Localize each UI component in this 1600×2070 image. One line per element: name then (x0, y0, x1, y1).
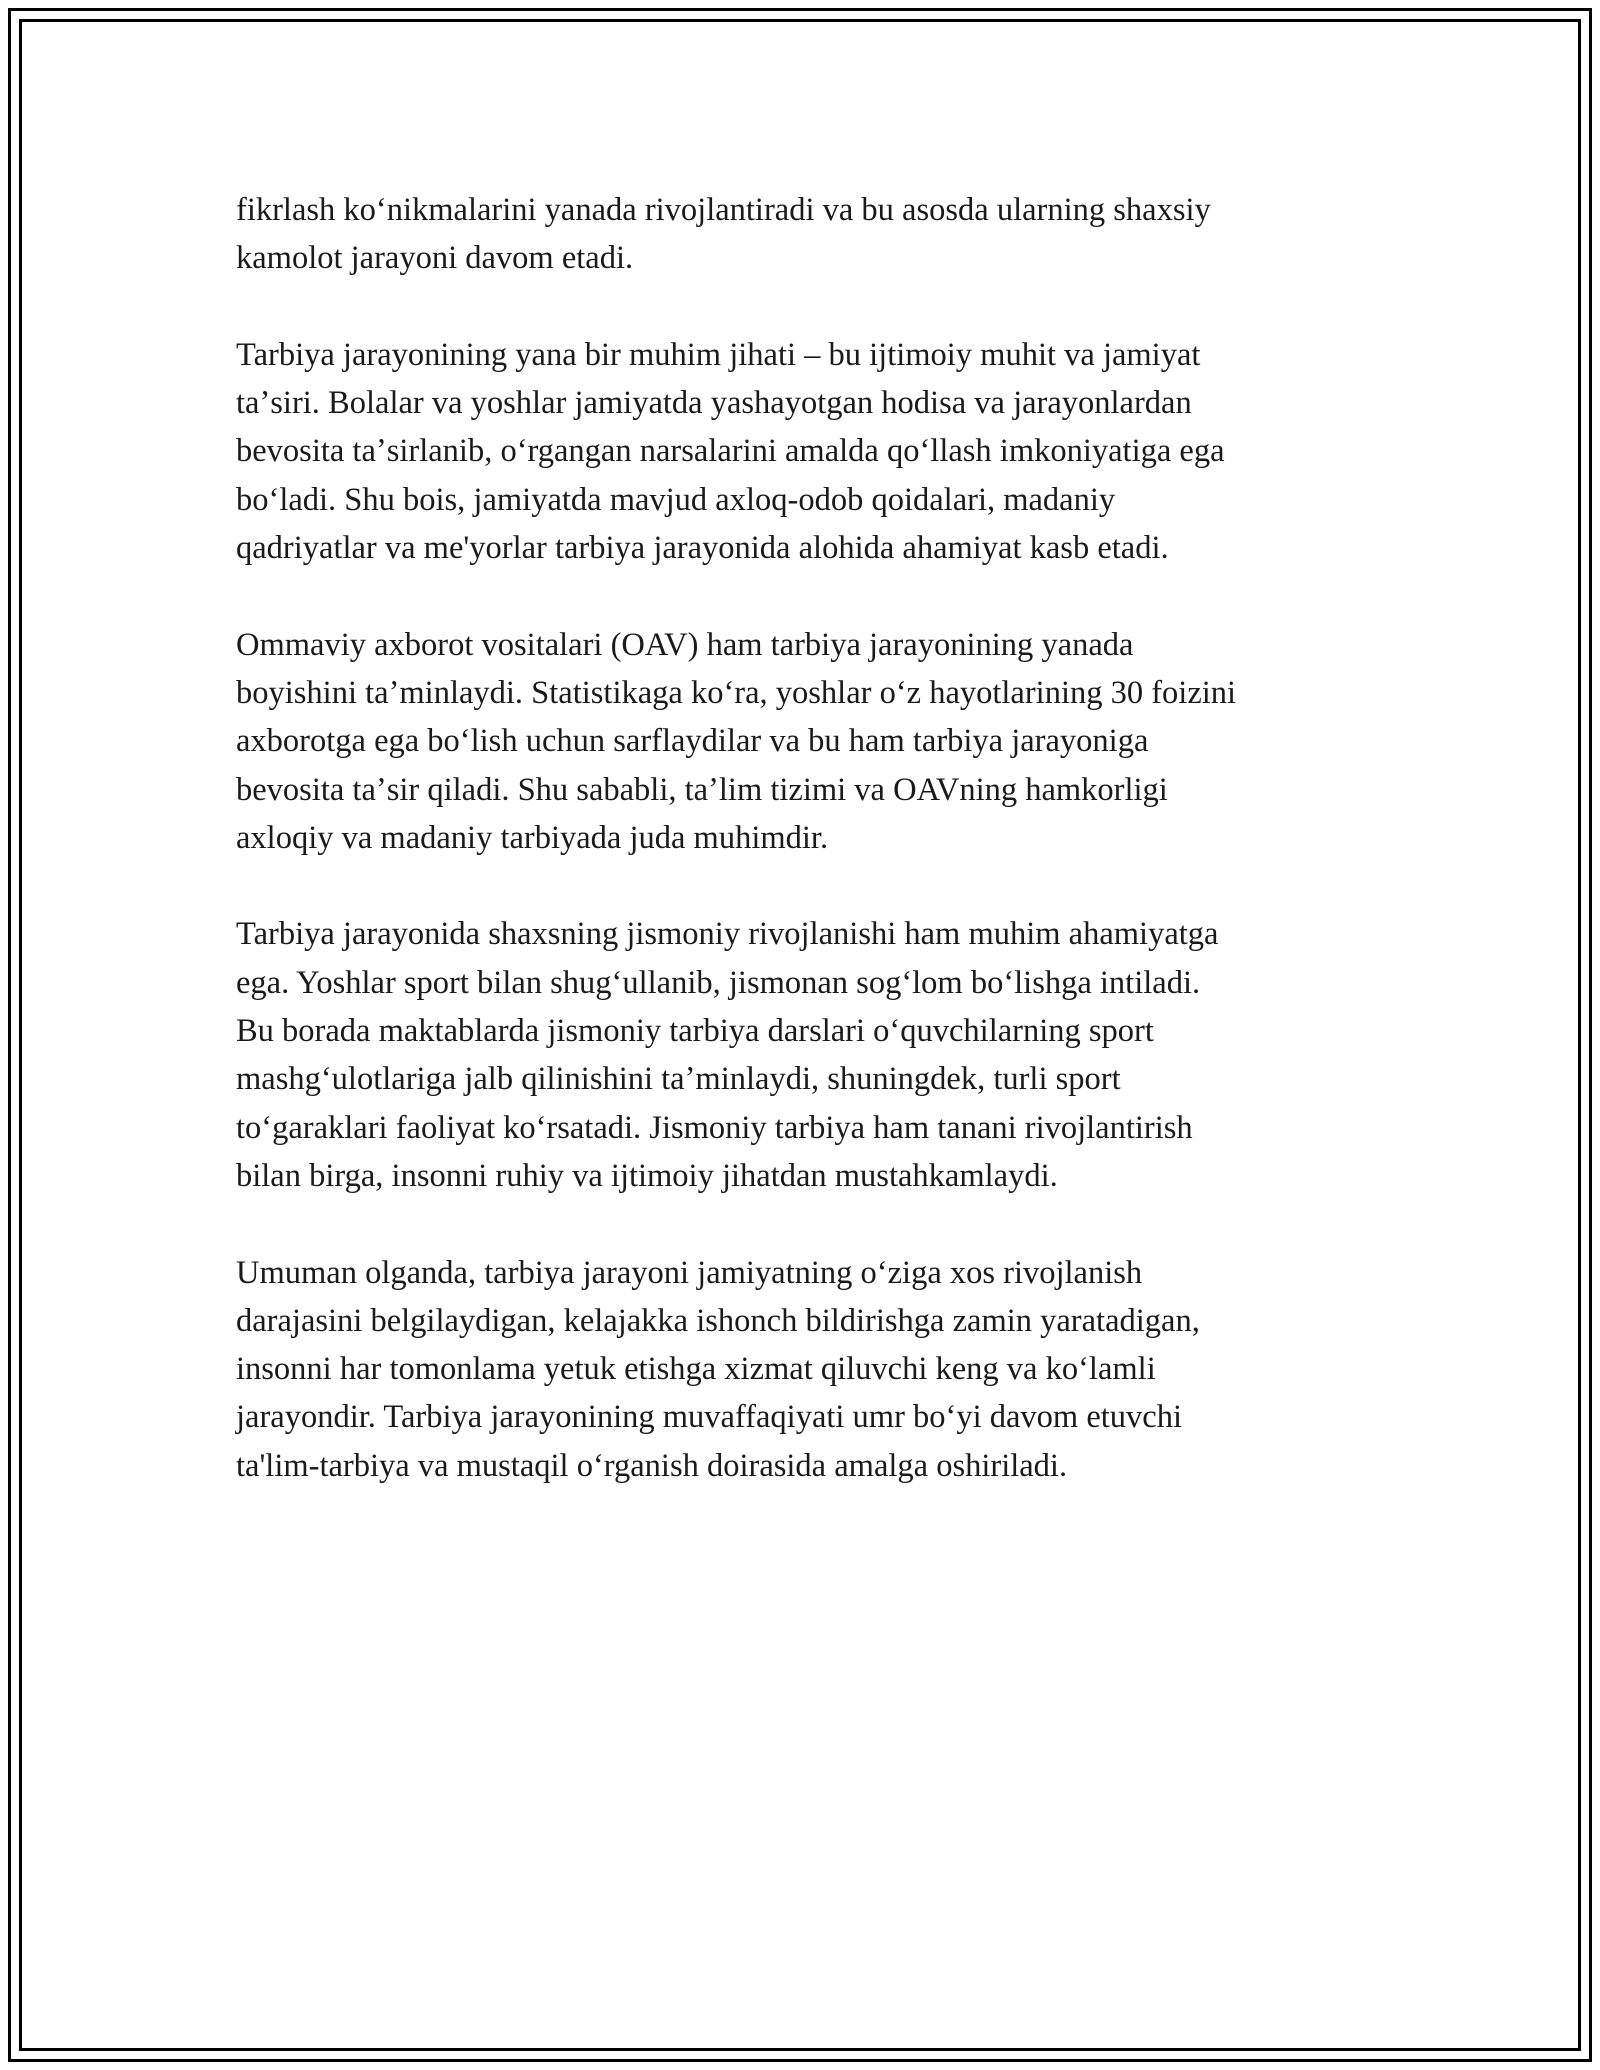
paragraph-2 (236, 331, 1386, 572)
text-line: ta'lim-tarbiya va mustaqil oʻrganish doirasida amalga oshiriladi. (236, 1447, 1068, 1484)
text-line: darajasini belgilaydigan, kelajakka ishonch bildirishga zamin yaratadigan, (236, 1302, 1200, 1339)
text-line: bevosita taʼsir qiladi. Shu sababli, taʼlim tizimi va OAVning hamkorligi (236, 771, 1168, 808)
paragraph-4 (236, 910, 1386, 1200)
text-line: ega. Yoshlar sport bilan shugʻullanib, jismonan sogʻlom boʻlishga intiladi. (236, 964, 1201, 1001)
document-body (236, 186, 1386, 1538)
text-line: jarayondir. Tarbiya jarayonining muvaffaqiyati umr boʻyi davom etuvchi (236, 1399, 1182, 1436)
text-line: boyishini taʼminlaydi. Statistikaga koʻra, yoshlar oʻz hayotlarining 30 foizini (236, 674, 1237, 711)
text-line: fikrlash koʻnikmalarini yanada rivojlantiradi va bu asosda ularning shaxsiy (236, 192, 1211, 228)
text-line: qadriyatlar va me'yorlar tarbiya jarayonida alohida ahamiyat kasb etadi. (236, 530, 1169, 567)
text-line: boʻladi. Shu bois, jamiyatda mavjud axloq-odob qoidalari, madaniy (236, 481, 1116, 518)
text-line: bilan birga, insonni ruhiy va ijtimoiy jihatdan mustahkamlaydi. (236, 1157, 1058, 1194)
text-line: mashgʻulotlariga jalb qilinishini taʼminlaydi, shuningdek, turli sport (236, 1061, 1121, 1098)
text-line: insonni har tomonlama yetuk etishga xizmat qiluvchi keng va koʻlamli (236, 1351, 1156, 1388)
text-line: Umuman olganda, tarbiya jarayoni jamiyatning oʻziga xos rivojlanish (236, 1254, 1143, 1291)
text-line: taʼsiri. Bolalar va yoshlar jamiyatda yashayotgan hodisa va jarayonlardan (236, 385, 1192, 422)
text-line: Bu borada maktablarda jismoniy tarbiya darslari oʻquvchilarning sport (236, 1013, 1154, 1050)
text-line: bevosita taʼsirlanib, oʻrgangan narsalarini amalda qoʻllash imkoniyatiga ega (236, 433, 1225, 470)
text-line: kamolot jarayoni davom etadi. (236, 240, 634, 277)
text-line: axborotga ega boʻlish uchun sarflaydilar va bu ham tarbiya jarayoniga (236, 723, 1149, 760)
paragraph-1 (236, 186, 1386, 283)
paragraph-5 (236, 1249, 1386, 1490)
text-line: axloqiy va madaniy tarbiyada juda muhimdir. (236, 819, 829, 856)
text-line: Tarbiya jarayonining yana bir muhim jihati – bu ijtimoiy muhit va jamiyat (236, 336, 1201, 373)
text-line: toʻgaraklari faoliyat koʻrsatadi. Jismoniy tarbiya ham tanani rivojlantirish (236, 1109, 1193, 1146)
paragraph-3 (236, 621, 1386, 862)
text-line: Tarbiya jarayonida shaxsning jismoniy rivojlanishi ham muhim ahamiyatga (236, 916, 1219, 953)
text-line: Ommaviy axborot vositalari (OAV) ham tarbiya jarayonining yanada (236, 626, 1134, 663)
